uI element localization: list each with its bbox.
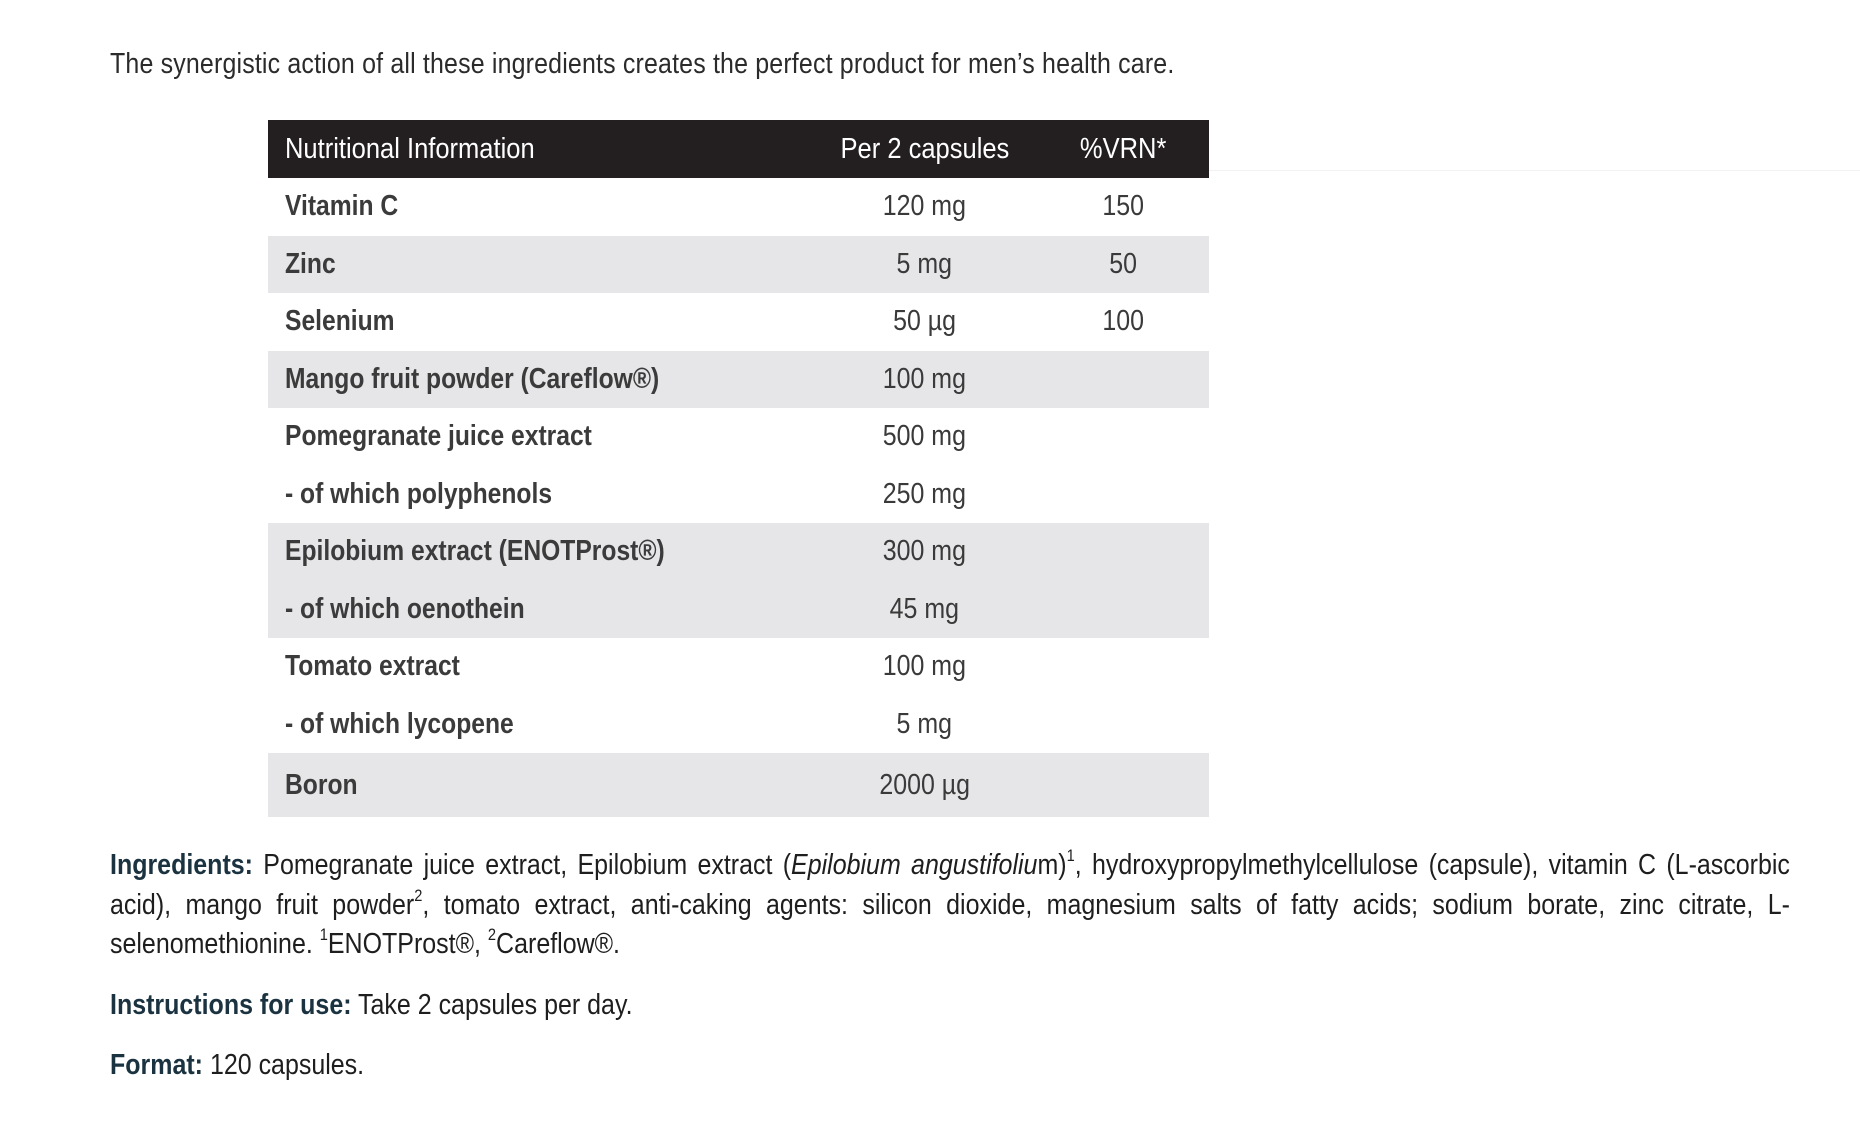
nutrient-name: Tomato extract [285, 650, 460, 683]
nutrient-vrn [1037, 466, 1209, 524]
footnote-marker: 1 [1066, 846, 1075, 866]
nutrient-vrn [1037, 696, 1209, 754]
table-row [268, 236, 1209, 294]
table-row [268, 638, 1209, 696]
instructions-paragraph [110, 986, 1790, 1026]
faint-divider [1209, 170, 1860, 171]
format-paragraph [110, 1046, 1790, 1086]
instructions-text: Take 2 capsules per day. [351, 989, 633, 1021]
nutrient-vrn: 100 [1102, 305, 1144, 338]
nutrient-name: Selenium [285, 305, 395, 338]
ingredients-text: , tomato extract, anti-caking agents: silicon dioxide, magnesium salts of fatty acids; sodium borate, zinc citrate, L-selenomethionine. [110, 888, 1790, 960]
nutritional-information-table [268, 120, 1209, 817]
ingredients-label: Ingredients: [110, 849, 253, 881]
table-row [268, 696, 1209, 754]
nutrient-amount: 50 µg [893, 305, 956, 338]
format-label: Format: [110, 1049, 204, 1081]
ingredients-paragraph [110, 846, 1790, 965]
nutrient-amount: 300 mg [812, 523, 1037, 581]
nutrient-vrn: 150 [1102, 190, 1144, 223]
nutrient-vrn: 50 [1037, 236, 1209, 294]
footnote-marker: 1 [319, 925, 328, 945]
nutrient-amount: 5 mg [812, 236, 1037, 294]
table-row [268, 351, 1209, 409]
ingredients-text: , hydroxypropylmethylcellulose (capsule), vitamin C (L-ascorbic acid), mango fruit powder [110, 849, 1790, 921]
nutrient-amount: 45 mg [812, 581, 1037, 639]
header-nutritional-information: Nutritional Information [268, 120, 812, 178]
table-row [268, 293, 1209, 351]
nutrient-name: - of which lycopene [285, 707, 514, 740]
nutrient-name: - of which oenothein [268, 581, 812, 639]
nutrient-vrn [1037, 408, 1209, 466]
nutrient-vrn [1037, 523, 1209, 581]
nutrient-amount: 100 mg [812, 351, 1037, 409]
table-row [268, 466, 1209, 524]
table-row [268, 581, 1209, 639]
nutrient-amount: 120 mg [882, 190, 967, 223]
footnote-text: Careflow®. [496, 928, 620, 960]
nutrient-name: Mango fruit powder (Careflow®) [268, 351, 812, 409]
footnote-text: ENOTProst®, [327, 928, 488, 960]
nutrient-vrn [1037, 351, 1209, 409]
ingredients-text: m) [1037, 849, 1067, 881]
table-row [268, 753, 1209, 817]
nutrient-name: Vitamin C [285, 190, 399, 223]
nutrient-amount: 250 mg [882, 477, 967, 510]
nutrient-vrn [1037, 638, 1209, 696]
nutrient-name: Epilobium extract (ENOTProst®) [268, 523, 812, 581]
nutrient-amount: 500 mg [882, 420, 967, 453]
nutrient-vrn [1037, 581, 1209, 639]
nutrient-amount: 100 mg [882, 650, 967, 683]
nutrient-name: Zinc [268, 236, 812, 294]
format-text: 120 capsules. [203, 1049, 365, 1081]
nutrient-name: Boron [268, 753, 812, 817]
nutrient-name: - of which polyphenols [285, 477, 553, 510]
table-row [268, 523, 1209, 581]
instructions-label: Instructions for use: [110, 989, 352, 1021]
ingredients-text: Pomegranate juice extract, Epilobium extract ( [252, 849, 792, 881]
table-header-row [268, 120, 1209, 178]
nutrient-name: Pomegranate juice extract [285, 420, 592, 453]
nutrient-amount: 5 mg [896, 707, 953, 740]
intro-paragraph: The synergistic action of all these ingredients creates the perfect product for men’s health care. [110, 48, 1175, 80]
ingredients-latin-name: Epilobium angustifoliu [791, 849, 1038, 881]
header-vrn: %VRN* [1037, 120, 1209, 178]
table-row [268, 178, 1209, 236]
nutrient-amount: 2000 µg [812, 753, 1037, 817]
nutrient-vrn [1037, 753, 1209, 817]
footnote-marker: 2 [487, 925, 497, 945]
header-per-2-capsules: Per 2 capsules [812, 120, 1037, 178]
footnote-marker: 2 [414, 885, 423, 905]
table-row [268, 408, 1209, 466]
